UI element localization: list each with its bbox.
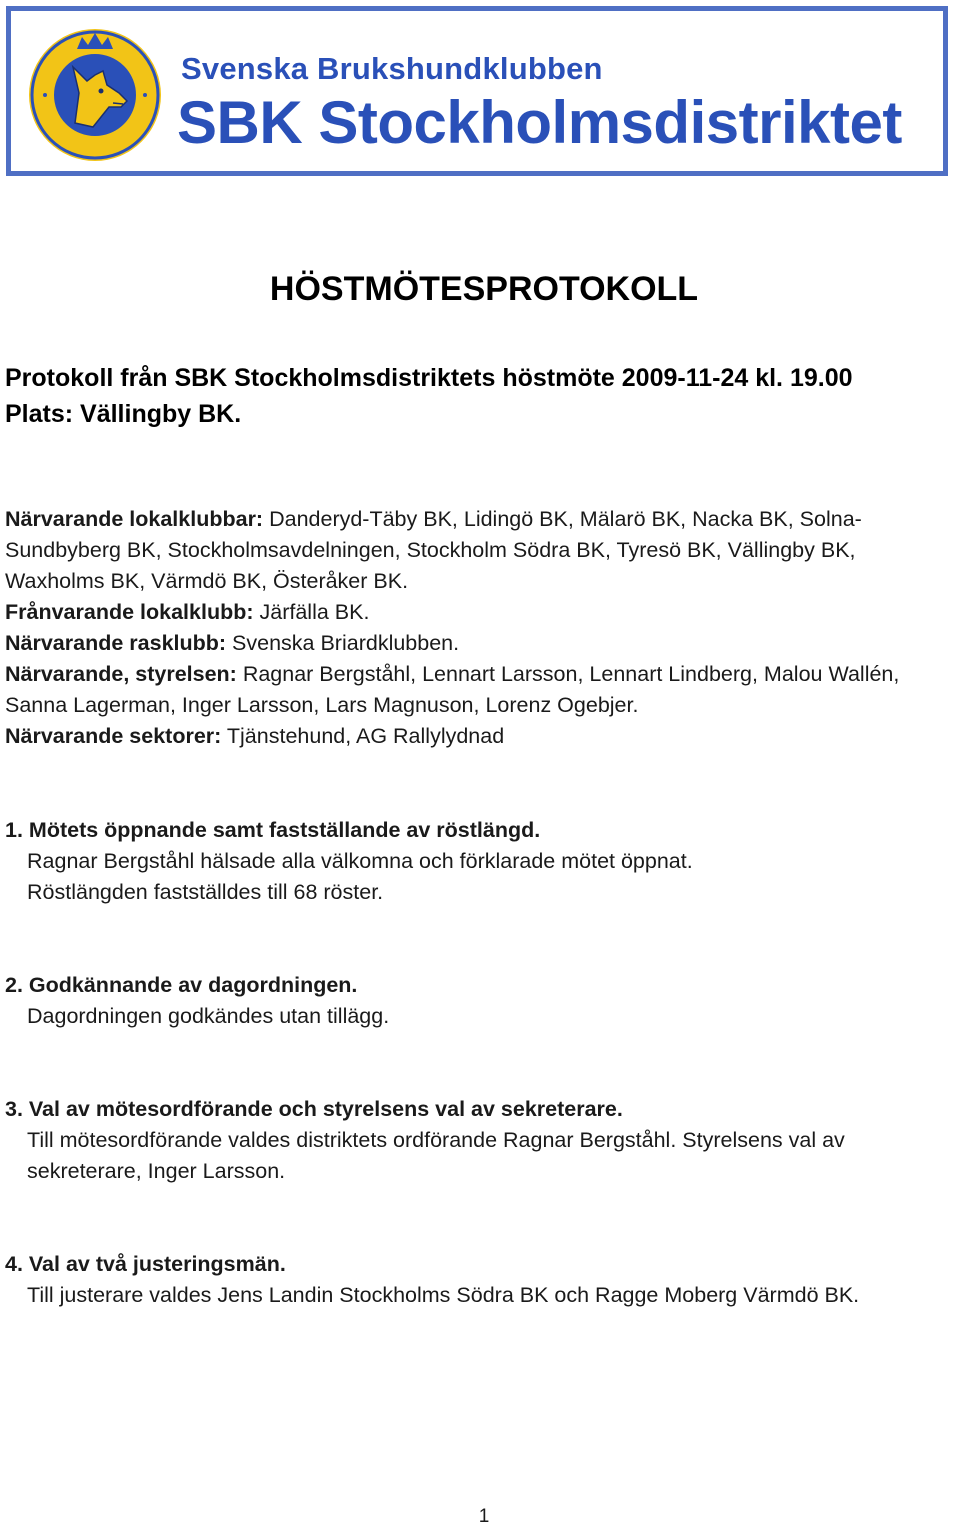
agenda-item-text: Röstlängden fastställdes till 68 röster. bbox=[27, 880, 384, 904]
agenda-item-heading: 2. Godkännande av dagordningen. bbox=[5, 973, 358, 997]
meeting-place-line: Plats: Vällingby BK. bbox=[5, 400, 242, 428]
agenda-item-heading: 3. Val av mötesordförande och styrelsens val av sekreterare. bbox=[5, 1097, 623, 1121]
page-number: 1 bbox=[478, 1506, 490, 1527]
agenda-item-text: Till mötesordförande valdes distriktets ordförande Ragnar Bergståhl. Styrelsens val av bbox=[27, 1128, 845, 1152]
local-clubs-label: Närvarande lokalklubbar: bbox=[5, 507, 264, 531]
local-clubs-list: Danderyd-Täby BK, Lidingö BK, Mälarö BK, Nacka BK, Solna-Sundbyberg BK, Stockholmsavdelningen, Stockholm Södra BK, Tyresö BK, Vällingby BK, Waxholms BK, Värmdö BK, Österåker BK. bbox=[5, 507, 862, 593]
agenda-item-heading: 1. Mötets öppnande samt fastställande av röstlängd. bbox=[5, 818, 541, 842]
meeting-intro bbox=[5, 360, 853, 432]
brand-name-small: Svenska Brukshundklubben bbox=[181, 51, 603, 86]
agenda-item-text: Till justerare valdes Jens Landin Stockholms Södra BK och Ragge Moberg Värmdö BK. bbox=[27, 1283, 860, 1307]
board-paragraph bbox=[5, 659, 955, 721]
letterhead bbox=[6, 6, 948, 176]
sbk-dog-seal-logo bbox=[27, 27, 163, 163]
agenda-item-text: Ragnar Bergståhl hälsade alla välkomna och förklarade mötet öppnat. bbox=[27, 849, 693, 873]
brand-name-large: SBK Stockholmsdistriktet bbox=[177, 89, 902, 156]
agenda-item-4 bbox=[5, 1249, 945, 1311]
absent-club-list: Järfälla BK. bbox=[253, 600, 370, 624]
absent-club-label: Frånvarande lokalklubb: bbox=[5, 600, 254, 624]
sectors-list: Tjänstehund, AG Rallylydnad bbox=[221, 724, 505, 748]
meeting-date-line: Protokoll från SBK Stockholmsdistriktets höstmöte 2009-11-24 kl. 19.00 bbox=[5, 364, 853, 392]
agenda-item-2 bbox=[5, 970, 945, 1032]
agenda-item-text: sekreterare, Inger Larsson. bbox=[27, 1159, 286, 1183]
agenda-item-text: Dagordningen godkändes utan tillägg. bbox=[27, 1004, 390, 1028]
board-label: Närvarande, styrelsen: bbox=[5, 662, 237, 686]
sectors-paragraph bbox=[5, 721, 955, 752]
local-clubs-paragraph bbox=[5, 504, 955, 597]
breed-club-list: Svenska Briardklubben. bbox=[226, 631, 460, 655]
agenda-item-1 bbox=[5, 815, 945, 908]
agenda-item-3 bbox=[5, 1094, 945, 1187]
agenda-item-heading: 4. Val av två justeringsmän. bbox=[5, 1252, 286, 1276]
absent-club-paragraph bbox=[5, 597, 955, 628]
sectors-label: Närvarande sektorer: bbox=[5, 724, 222, 748]
document-title: HÖSTMÖTESPROTOKOLL bbox=[269, 270, 699, 308]
board-list: Ragnar Bergståhl, Lennart Larsson, Lennart Lindberg, Malou Wallén, Sanna Lagerman, Inger Larsson, Lars Magnuson, Lorenz Ogebjer. bbox=[5, 662, 900, 717]
breed-club-paragraph bbox=[5, 628, 955, 659]
breed-club-label: Närvarande rasklubb: bbox=[5, 631, 227, 655]
attendance-block bbox=[5, 504, 955, 752]
